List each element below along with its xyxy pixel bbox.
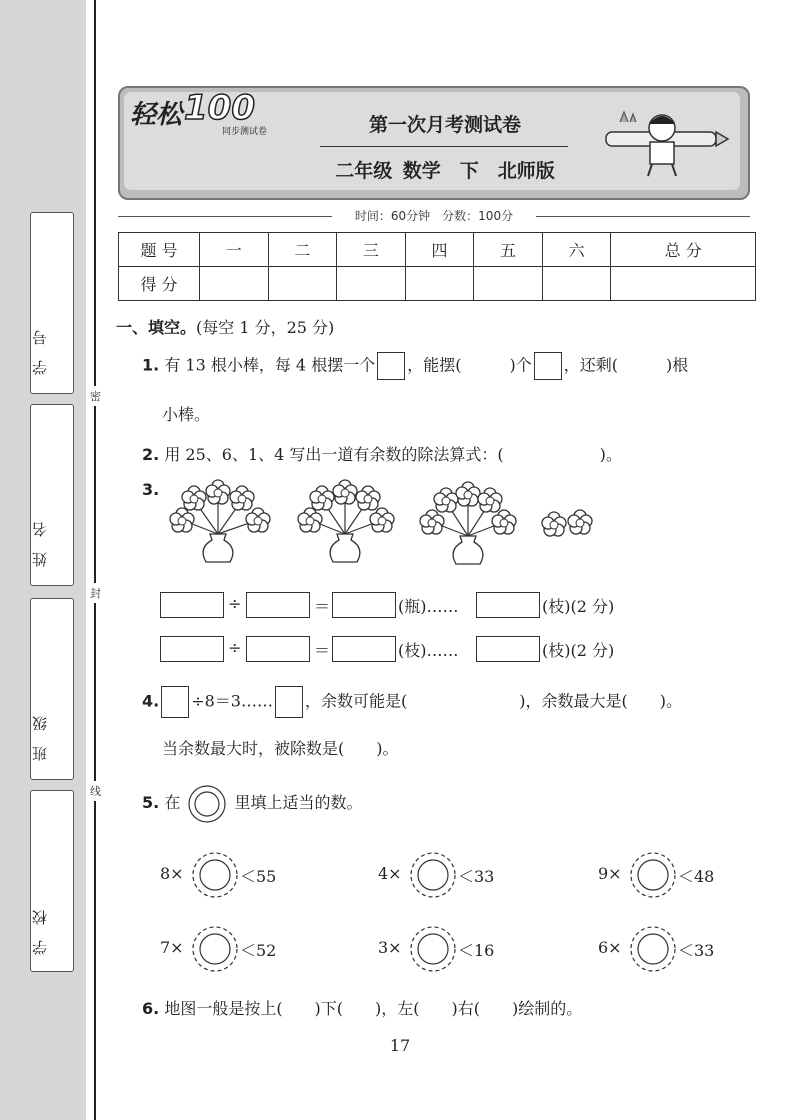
- boy-with-pen-illustration: [600, 98, 730, 184]
- answer-box[interactable]: [534, 352, 562, 380]
- score-cell[interactable]: [474, 267, 543, 301]
- answer-box[interactable]: [275, 686, 303, 718]
- answer-box[interactable]: [161, 686, 189, 718]
- question-6: [142, 996, 582, 1019]
- question-1: [142, 352, 688, 380]
- equals-sign: ＝: [314, 641, 331, 660]
- q1-continuation: 小棒。: [162, 405, 211, 424]
- table-cell: 题 号: [119, 233, 200, 267]
- q4-text-b: ，余数可能是( )，余数最大是( )。: [305, 691, 682, 711]
- table-cell: 五: [474, 233, 543, 267]
- sun-answer-icon[interactable]: [408, 924, 458, 974]
- table-cell: 一: [200, 233, 269, 267]
- sun-answer-icon[interactable]: [190, 850, 240, 900]
- divisor-box[interactable]: [246, 592, 310, 618]
- q3-row1-unit1: (瓶)……: [398, 597, 459, 616]
- q5-item-post: ＜33: [458, 867, 495, 886]
- q5-item-post: ＜52: [240, 941, 277, 960]
- score-cell[interactable]: [200, 267, 269, 301]
- divisor-box[interactable]: [246, 636, 310, 662]
- cut-mark-fold: 封: [90, 583, 101, 603]
- brand-logo-subtitle: 同步测试卷: [222, 127, 268, 137]
- q4-text-a: ÷8＝3……: [191, 691, 273, 711]
- q3-row2-unit2: (枝)(2 分): [542, 641, 615, 660]
- q5-item-post: ＜33: [678, 941, 715, 960]
- question-number: 2.: [142, 445, 160, 464]
- score-cell[interactable]: [542, 267, 611, 301]
- section-heading: [116, 315, 334, 338]
- question-number: 4.: [142, 691, 160, 711]
- q5-item-pre: 8×: [160, 864, 184, 883]
- score-cell[interactable]: [611, 267, 756, 301]
- q5-item-pre: 6×: [598, 938, 622, 957]
- question-number: 3.: [142, 480, 160, 499]
- score-table-score-row: [119, 267, 756, 301]
- table-cell: 二: [268, 233, 337, 267]
- table-cell: 得 分: [119, 267, 200, 301]
- binding-line: [94, 0, 96, 1120]
- divide-sign: ÷: [228, 594, 242, 613]
- q1-text-c: ，还剩( )根: [563, 355, 689, 375]
- sun-icon: [185, 793, 229, 815]
- page-number: 17: [389, 1036, 411, 1055]
- q5-item-pre: 7×: [160, 938, 184, 957]
- question-5: [142, 790, 363, 815]
- score-cell[interactable]: [268, 267, 337, 301]
- dividend-box[interactable]: [160, 636, 224, 662]
- q5-item-pre: 9×: [598, 864, 622, 883]
- q1-text-a: 有 13 根小棒，每 4 根摆一个: [164, 355, 376, 375]
- answer-box[interactable]: [377, 352, 405, 380]
- q5-item-post: ＜48: [678, 867, 715, 886]
- equals-sign: ＝: [314, 597, 331, 616]
- dividend-box[interactable]: [160, 592, 224, 618]
- q5-text-b: 里填上适当的数。: [234, 793, 363, 812]
- remainder-box[interactable]: [476, 636, 540, 662]
- class-label: 班 级: [31, 716, 49, 761]
- q5-item-pre: 4×: [378, 864, 402, 883]
- q5-item-pre: 3×: [378, 938, 402, 957]
- flowers-in-vases-illustration: [160, 474, 610, 570]
- school-label: 学 校: [31, 910, 49, 955]
- table-cell: 六: [542, 233, 611, 267]
- table-cell: 总 分: [611, 233, 756, 267]
- exam-subtitle: 二年级 数学 下 北师版: [335, 160, 555, 182]
- exam-title: 第一次月考测试卷: [368, 114, 521, 136]
- brand-logo-text: 轻松: [130, 100, 183, 130]
- sun-answer-icon[interactable]: [190, 924, 240, 974]
- question-number: 5.: [142, 793, 160, 812]
- cut-mark-line: 线: [90, 781, 101, 801]
- question-2: [142, 442, 622, 465]
- q5-item-post: ＜55: [240, 867, 277, 886]
- q1-text-b: ，能摆( )个: [407, 355, 532, 375]
- q4-continuation: 当余数最大时，被除数是( )。: [162, 739, 399, 758]
- quotient-box[interactable]: [332, 592, 396, 618]
- question-4: [142, 686, 682, 718]
- q2-text: 用 25、6、1、4 写出一道有余数的除法算式：( )。: [164, 445, 622, 464]
- title-divider: [320, 146, 568, 147]
- section-note: (每空 1 分，25 分): [196, 318, 335, 337]
- question-3-number: [142, 480, 159, 499]
- q5-text-a: 在: [164, 793, 181, 812]
- sun-answer-icon[interactable]: [628, 924, 678, 974]
- student-id-label: 学 号: [31, 330, 49, 375]
- table-cell: 三: [337, 233, 406, 267]
- score-cell[interactable]: [405, 267, 474, 301]
- score-table-header-row: [119, 233, 756, 267]
- score-cell[interactable]: [337, 267, 406, 301]
- cut-mark-seal: 密: [90, 386, 101, 406]
- q3-row1-unit2: (枝)(2 分): [542, 597, 615, 616]
- divide-sign: ÷: [228, 638, 242, 657]
- q5-item-post: ＜16: [458, 941, 495, 960]
- brand-logo-number: 100: [184, 88, 255, 128]
- q6-text: 地图一般是按上( )下( )，左( )右( )绘制的。: [164, 999, 583, 1018]
- question-number: 1.: [142, 355, 160, 375]
- quotient-box[interactable]: [332, 636, 396, 662]
- question-number: 6.: [142, 999, 160, 1018]
- table-cell: 四: [405, 233, 474, 267]
- time-and-score-info: 时间：60分钟 分数：100分: [332, 207, 536, 224]
- sun-answer-icon[interactable]: [408, 850, 458, 900]
- sun-answer-icon[interactable]: [628, 850, 678, 900]
- section-title: 一、填空。: [116, 318, 197, 337]
- student-name-label: 姓 名: [31, 522, 49, 567]
- q3-row2-unit1: (枝)……: [398, 641, 459, 660]
- score-table: [118, 232, 756, 301]
- remainder-box[interactable]: [476, 592, 540, 618]
